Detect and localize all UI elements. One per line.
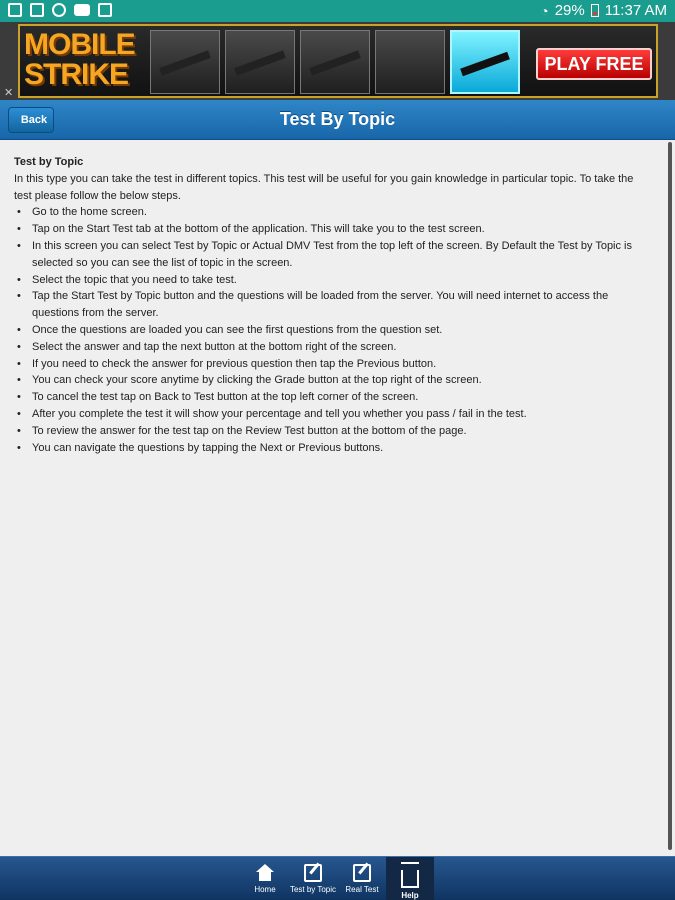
tray-icon bbox=[401, 870, 419, 888]
ad-logo-line1: MOBILE bbox=[24, 28, 135, 61]
scrollbar[interactable] bbox=[668, 142, 672, 850]
help-content bbox=[14, 154, 654, 456]
app-notification-icon bbox=[52, 3, 66, 17]
pistol-icon bbox=[450, 30, 520, 94]
tab-home-label: Home bbox=[254, 885, 276, 894]
list-item: • If you need to check the answer for previous question then tap the Previous button. bbox=[14, 356, 654, 373]
title-bar bbox=[0, 100, 675, 140]
list-item: • You can navigate the questions by tapping the Next or Previous buttons. bbox=[14, 440, 654, 457]
edit-icon bbox=[353, 864, 371, 882]
list-item: • In this screen you can select Test by Topic or Actual DMV Test from the top left of the screen. By Default the Test by Topic is selected so you can see the list of topic in the screen. bbox=[14, 238, 654, 272]
gallery-notification-icon bbox=[30, 3, 44, 17]
tab-test-by-topic[interactable] bbox=[289, 857, 337, 900]
status-bar bbox=[0, 0, 675, 22]
list-item: • Select the answer and tap the next button at the bottom right of the screen. bbox=[14, 339, 654, 356]
launcher-icon bbox=[225, 30, 295, 94]
ad-creative[interactable] bbox=[18, 24, 658, 98]
ad-logo bbox=[24, 30, 144, 94]
image-notification-icon bbox=[8, 3, 22, 17]
list-item: • To cancel the test tap on Back to Test button at the top left corner of the screen. bbox=[14, 389, 654, 406]
tab-help-label: Help bbox=[401, 891, 419, 900]
clock: 11:37 AM bbox=[604, 2, 667, 19]
list-item: • To review the answer for the test tap on the Review Test button at the bottom of the page. bbox=[14, 423, 654, 440]
list-item: • Tap on the Start Test tab at the bottom of the application. This will take you to the test screen. bbox=[14, 221, 654, 238]
vest-icon bbox=[375, 30, 445, 94]
page-title: Test By Topic bbox=[279, 109, 396, 129]
list-item: • Select the topic that you need to take test. bbox=[14, 272, 654, 289]
youtube-notification-icon bbox=[74, 4, 90, 16]
list-item: • Go to the home screen. bbox=[14, 204, 654, 221]
help-steps-list bbox=[14, 204, 654, 456]
tab-real-test[interactable] bbox=[338, 857, 386, 900]
tab-help[interactable] bbox=[386, 857, 434, 900]
sniper-icon bbox=[300, 30, 370, 94]
bottom-tab-bar bbox=[0, 856, 675, 900]
home-icon bbox=[256, 864, 274, 882]
battery-percent: 29% bbox=[554, 2, 585, 19]
tab-real-test-label: Real Test bbox=[345, 885, 379, 894]
list-item: • Once the questions are loaded you can see the first questions from the question set. bbox=[14, 322, 654, 339]
tab-test-by-topic-label: Test by Topic bbox=[289, 885, 337, 894]
notification-icons bbox=[8, 3, 112, 17]
tab-home[interactable] bbox=[241, 857, 289, 900]
list-item: • After you complete the test it will show your percentage and tell you whether you pass / fail in the test. bbox=[14, 406, 654, 423]
battery-icon bbox=[591, 4, 599, 17]
wifi-icon: ◔ bbox=[540, 2, 549, 19]
help-intro: In this type you can take the test in different topics. This test will be useful for you gain knowledge in particular topic. To take the test please follow the below steps. bbox=[14, 172, 634, 202]
list-item: • You can check your score anytime by clicking the Grade button at the top right of the screen. bbox=[14, 372, 654, 389]
bag-notification-icon bbox=[98, 3, 112, 17]
edit-icon bbox=[304, 864, 322, 882]
ad-close-icon[interactable]: ✕ bbox=[4, 87, 14, 99]
ad-banner[interactable] bbox=[0, 22, 675, 100]
back-button[interactable]: Back bbox=[8, 107, 54, 133]
list-item: • Tap the Start Test by Topic button and the questions will be loaded from the server. You will need internet to access the questions from the server. bbox=[14, 288, 654, 322]
rifle-icon bbox=[150, 30, 220, 94]
status-right bbox=[540, 2, 667, 19]
help-heading: Test by Topic bbox=[14, 156, 84, 168]
ad-play-free-button[interactable]: PLAY FREE bbox=[536, 48, 652, 80]
ad-logo-line2: STRIKE bbox=[24, 58, 129, 91]
